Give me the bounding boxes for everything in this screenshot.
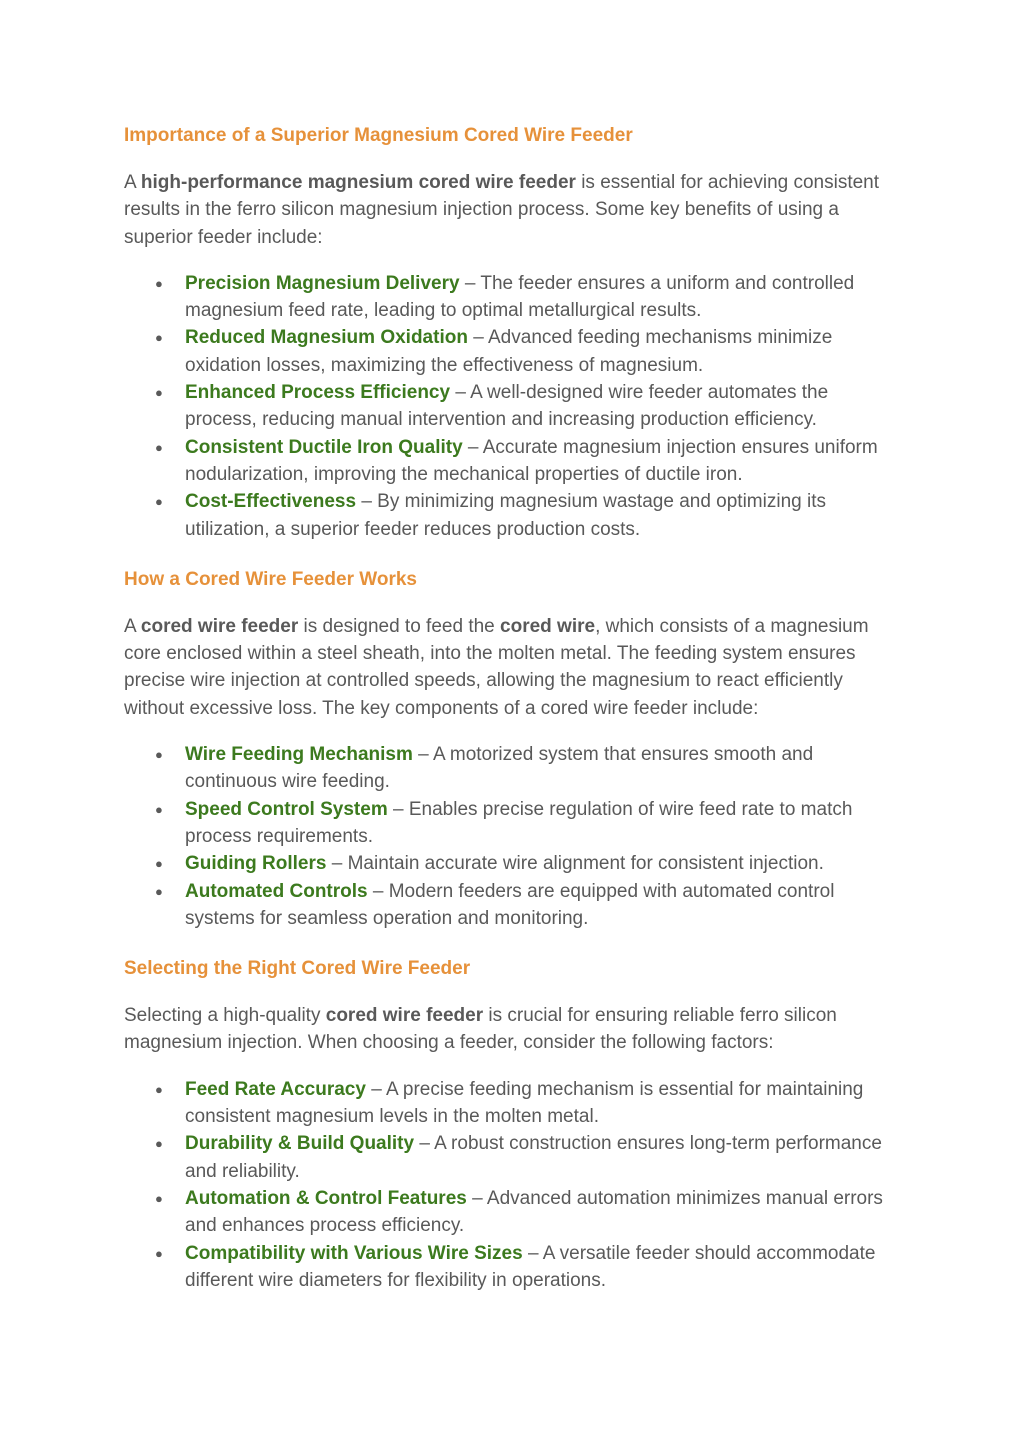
bullet-icon: ● <box>155 1136 163 1152</box>
item-text: – By minimizing magnesium wastage and optimizing its utilization, a superior feeder reduces production costs. <box>185 491 826 540</box>
list-item <box>155 1076 904 1131</box>
item-text: – Advanced feeding mechanisms minimize oxidation losses, maximizing the effectiveness of magnesium. <box>185 327 833 376</box>
intro-bold-term: high-performance magnesium cored wire feeder <box>140 172 576 193</box>
list-item <box>155 796 904 851</box>
intro-bold-term: cored wire feeder <box>325 1005 484 1027</box>
components-list <box>124 741 904 932</box>
bullet-icon: ● <box>155 1245 163 1261</box>
item-title: Cost-Effectiveness <box>185 491 357 513</box>
item-text: – Enables precise regulation of wire feed rate to match process requirements. <box>185 798 853 847</box>
item-title: Precision Magnesium Delivery <box>185 272 460 294</box>
bullet-icon: ● <box>155 1190 163 1206</box>
section-intro-selecting: Selecting a high-quality cored wire feeder is crucial for ensuring reliable ferro silicon magnesium injection. When choosing a feeder, consider the following factors: <box>124 1005 837 1054</box>
section-intro-importance: A high-performance magnesium cored wire feeder is essential for achieving consistent results in the ferro silicon magnesium injection process. Some key benefits of using a superior feeder include: <box>124 172 880 248</box>
list-item <box>155 850 904 877</box>
item-text: – The feeder ensures a uniform and controlled magnesium feed rate, leading to optimal metallurgical results. <box>185 272 855 322</box>
item-title: Durability & Build Quality <box>185 1133 415 1155</box>
item-title: Compatibility with Various Wire Sizes <box>185 1242 523 1264</box>
bullet-icon: ● <box>155 385 163 401</box>
item-text: – A robust construction ensures long-term performance and reliability. <box>185 1133 882 1182</box>
section-heading-how-it-works: How a Cored Wire Feeder Works <box>124 568 417 590</box>
intro-bold-term: cored wire <box>500 615 596 637</box>
item-text: – Accurate magnesium injection ensures uniform nodularization, improving the mechanical properties of ductile iron. <box>185 436 878 485</box>
benefits-list <box>124 270 904 543</box>
bullet-icon: ● <box>155 439 163 455</box>
list-item <box>155 270 904 325</box>
item-title: Consistent Ductile Iron Quality <box>185 436 463 458</box>
list-item <box>155 1185 904 1240</box>
item-title: Automation & Control Features <box>185 1187 467 1209</box>
factors-list <box>124 1076 904 1294</box>
item-text: – A precise feeding mechanism is essential for maintaining consistent magnesium levels in the molten metal. <box>185 1078 864 1128</box>
section-heading-importance: Importance of a Superior Magnesium Cored Wire Feeder <box>124 125 633 146</box>
section-heading-selecting: Selecting the Right Cored Wire Feeder <box>124 958 471 980</box>
item-text: – Maintain accurate wire alignment for consistent injection. <box>326 853 824 875</box>
list-item <box>155 878 904 933</box>
list-item <box>155 1130 904 1185</box>
item-title: Enhanced Process Efficiency <box>185 382 451 404</box>
bullet-icon: ● <box>155 801 163 817</box>
bullet-icon: ● <box>155 494 163 510</box>
item-text: – Advanced automation minimizes manual errors and enhances process efficiency. <box>185 1187 883 1237</box>
item-title: Automated Controls <box>185 880 368 902</box>
item-text: – A versatile feeder should accommodate different wire diameters for flexibility in operations. <box>185 1242 876 1291</box>
item-text: – A motorized system that ensures smooth and continuous wire feeding. <box>185 744 814 793</box>
item-title: Reduced Magnesium Oxidation <box>185 327 468 349</box>
bullet-icon: ● <box>155 883 163 899</box>
bullet-icon: ● <box>155 275 163 291</box>
item-title: Speed Control System <box>185 798 388 820</box>
list-item <box>155 434 904 489</box>
bullet-icon: ● <box>155 330 163 346</box>
bullet-icon: ● <box>155 1081 163 1097</box>
item-title: Feed Rate Accuracy <box>185 1078 366 1100</box>
list-item <box>155 324 904 379</box>
list-item <box>155 379 904 434</box>
bullet-icon: ● <box>155 747 163 763</box>
section-intro-how-it-works: A cored wire feeder is designed to feed the cored wire, which consists of a magnesium core enclosed within a steel sheath, into the molten metal. The feeding system ensures precise wire injection at controlled speeds, allowing the magnesium to react efficiently without excessive loss. The key components of a cored wire feeder include: <box>124 615 869 719</box>
list-item <box>155 741 904 796</box>
bullet-icon: ● <box>155 856 163 872</box>
item-title: Wire Feeding Mechanism <box>185 744 413 766</box>
list-item <box>155 488 904 543</box>
item-text: – A well-designed wire feeder automates the process, reducing manual intervention and increasing production efficiency. <box>185 382 829 431</box>
list-item <box>155 1240 904 1295</box>
item-text: – Modern feeders are equipped with automated control systems for seamless operation and monitoring. <box>185 880 835 929</box>
intro-bold-term: cored wire feeder <box>140 615 299 637</box>
item-title: Guiding Rollers <box>185 853 327 875</box>
